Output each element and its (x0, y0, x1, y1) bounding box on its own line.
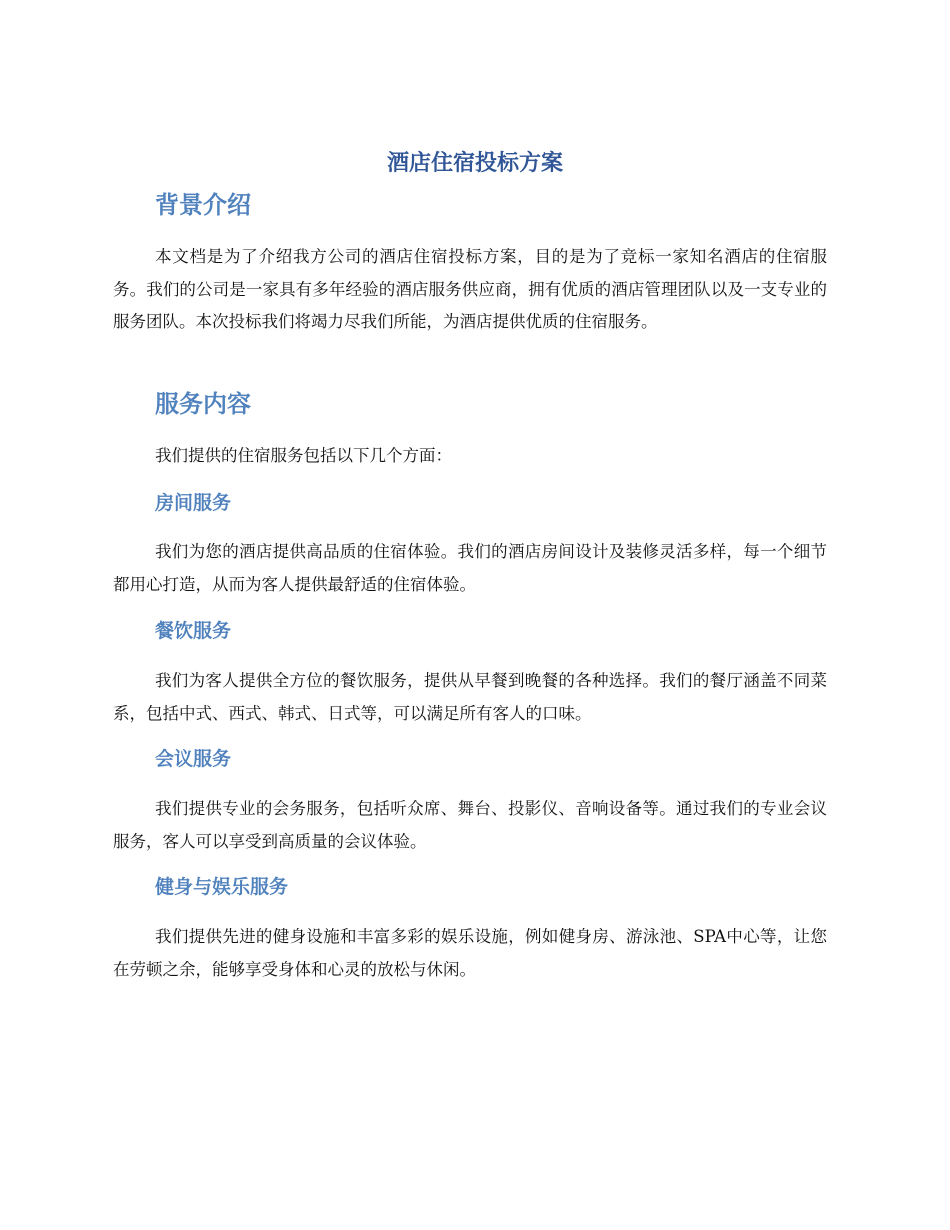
subsection-heading-room-service: 房间服务 (155, 492, 232, 514)
background-paragraph: 本文档是为了介绍我方公司的酒店住宿投标方案，目的是为了竞标一家知名酒店的住宿服务。我们的公司是一家具有多年经验的酒店服务供应商，拥有优质的酒店管理团队以及一支专业的服务团队。本次投标我们将竭力尽我们所能，为酒店提供优质的住宿服务。 (113, 247, 827, 331)
meeting-service-paragraph: 我们提供专业的会务服务，包括听众席、舞台、投影仪、音响设备等。通过我们的专业会议服务，客人可以享受到高质量的会议体验。 (113, 799, 827, 851)
section-heading-background: 背景介绍 (155, 191, 251, 219)
dining-service-paragraph: 我们为客人提供全方位的餐饮服务，提供从早餐到晚餐的各种选择。我们的餐厅涵盖不同菜系，包括中式、西式、韩式、日式等，可以满足所有客人的口味。 (113, 671, 827, 723)
room-service-paragraph: 我们为您的酒店提供高品质的住宿体验。我们的酒店房间设计及装修灵活多样，每一个细节都用心打造，从而为客人提供最舒适的住宿体验。 (113, 542, 827, 594)
subsection-heading-meeting-service: 会议服务 (155, 748, 232, 770)
subsection-heading-dining-service: 餐饮服务 (155, 620, 232, 642)
subsection-heading-fitness-entertainment: 健身与娱乐服务 (155, 876, 289, 898)
section-heading-services: 服务内容 (155, 390, 251, 418)
document-title: 酒店住宿投标方案 (386, 151, 563, 176)
services-intro-paragraph: 我们提供的住宿服务包括以下几个方面： (155, 446, 452, 465)
fitness-entertainment-paragraph: 我们提供先进的健身设施和丰富多彩的娱乐设施，例如健身房、游泳池、SPA中心等，让您在劳顿之余，能够享受身体和心灵的放松与休闲。 (113, 927, 827, 979)
